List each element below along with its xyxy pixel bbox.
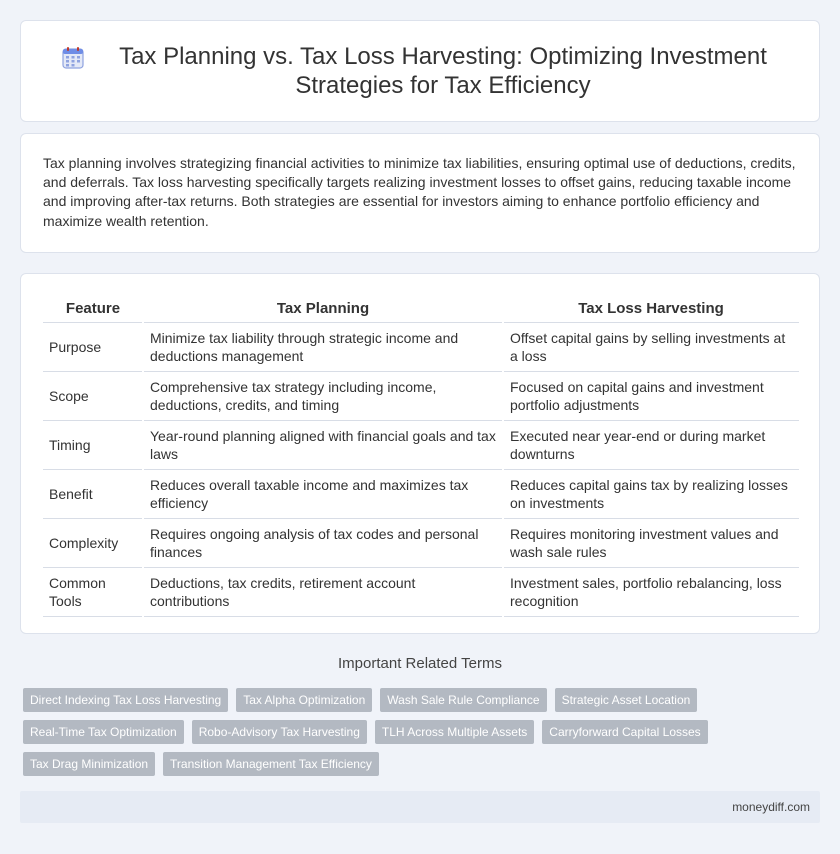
feature-cell: Benefit bbox=[43, 469, 143, 518]
calendar-icon bbox=[61, 46, 85, 70]
tlh-cell: Focused on capital gains and investment portfolio adjustments bbox=[503, 371, 799, 420]
footer-site-link[interactable]: moneydiff.com bbox=[732, 800, 810, 814]
header-tax-planning: Tax Planning bbox=[143, 296, 503, 322]
tax-planning-cell: Requires ongoing analysis of tax codes and personal finances bbox=[143, 518, 503, 567]
table-row bbox=[43, 518, 799, 567]
tlh-cell: Investment sales, portfolio rebalancing, loss recognition bbox=[503, 567, 799, 616]
tax-planning-cell: Comprehensive tax strategy including income, deductions, credits, and timing bbox=[143, 371, 503, 420]
related-terms-title: Important Related Terms bbox=[338, 655, 502, 672]
related-term-tag[interactable]: Robo-Advisory Tax Harvesting bbox=[192, 720, 367, 744]
header-card bbox=[20, 20, 820, 122]
related-term-tag[interactable]: Carryforward Capital Losses bbox=[542, 720, 707, 744]
feature-cell: Timing bbox=[43, 420, 143, 469]
tax-planning-cell: Minimize tax liability through strategic income and deductions management bbox=[143, 322, 503, 371]
comparison-table bbox=[43, 296, 799, 617]
tlh-cell: Reduces capital gains tax by realizing losses on investments bbox=[503, 469, 799, 518]
related-terms-list bbox=[23, 688, 823, 776]
related-term-tag[interactable]: Direct Indexing Tax Loss Harvesting bbox=[23, 688, 228, 712]
table-row bbox=[43, 420, 799, 469]
table-header-row bbox=[43, 296, 799, 322]
tlh-cell: Requires monitoring investment values and wash sale rules bbox=[503, 518, 799, 567]
feature-cell: Purpose bbox=[43, 322, 143, 371]
tlh-cell: Executed near year-end or during market downturns bbox=[503, 420, 799, 469]
related-term-tag[interactable]: Transition Management Tax Efficiency bbox=[163, 752, 379, 776]
related-term-tag[interactable]: Real-Time Tax Optimization bbox=[23, 720, 184, 744]
tax-planning-cell: Year-round planning aligned with financial goals and tax laws bbox=[143, 420, 503, 469]
related-term-tag[interactable]: Strategic Asset Location bbox=[555, 688, 698, 712]
related-term-tag[interactable]: Tax Alpha Optimization bbox=[236, 688, 372, 712]
related-term-tag[interactable]: Tax Drag Minimization bbox=[23, 752, 155, 776]
related-term-tag[interactable]: Wash Sale Rule Compliance bbox=[380, 688, 546, 712]
tlh-cell: Offset capital gains by selling investments at a loss bbox=[503, 322, 799, 371]
header-tax-loss-harvesting: Tax Loss Harvesting bbox=[503, 296, 799, 322]
comparison-card bbox=[20, 273, 820, 634]
feature-cell: Complexity bbox=[43, 518, 143, 567]
table-row bbox=[43, 469, 799, 518]
header-feature: Feature bbox=[43, 296, 143, 322]
page-title: Tax Planning vs. Tax Loss Harvesting: Optimizing Investment Strategies for Tax Efficiency bbox=[119, 43, 767, 99]
feature-cell: Scope bbox=[43, 371, 143, 420]
tax-planning-cell: Reduces overall taxable income and maximizes tax efficiency bbox=[143, 469, 503, 518]
tax-planning-cell: Deductions, tax credits, retirement account contributions bbox=[143, 567, 503, 616]
table-row bbox=[43, 322, 799, 371]
table-row bbox=[43, 567, 799, 616]
intro-card bbox=[20, 133, 820, 253]
footer bbox=[20, 791, 820, 823]
intro-paragraph: Tax planning involves strategizing financial activities to minimize tax liabilities, ensuring optimal use of deductions, credits, and deferrals. Tax loss harvesting specifically targets realizing investment losses to offset gains, reducing taxable income and improving after-tax returns. Both strategies are essential for investors aiming to enhance portfolio efficiency and maximize wealth retention. bbox=[43, 155, 796, 229]
feature-cell: Common Tools bbox=[43, 567, 143, 616]
table-row bbox=[43, 371, 799, 420]
related-term-tag[interactable]: TLH Across Multiple Assets bbox=[375, 720, 534, 744]
